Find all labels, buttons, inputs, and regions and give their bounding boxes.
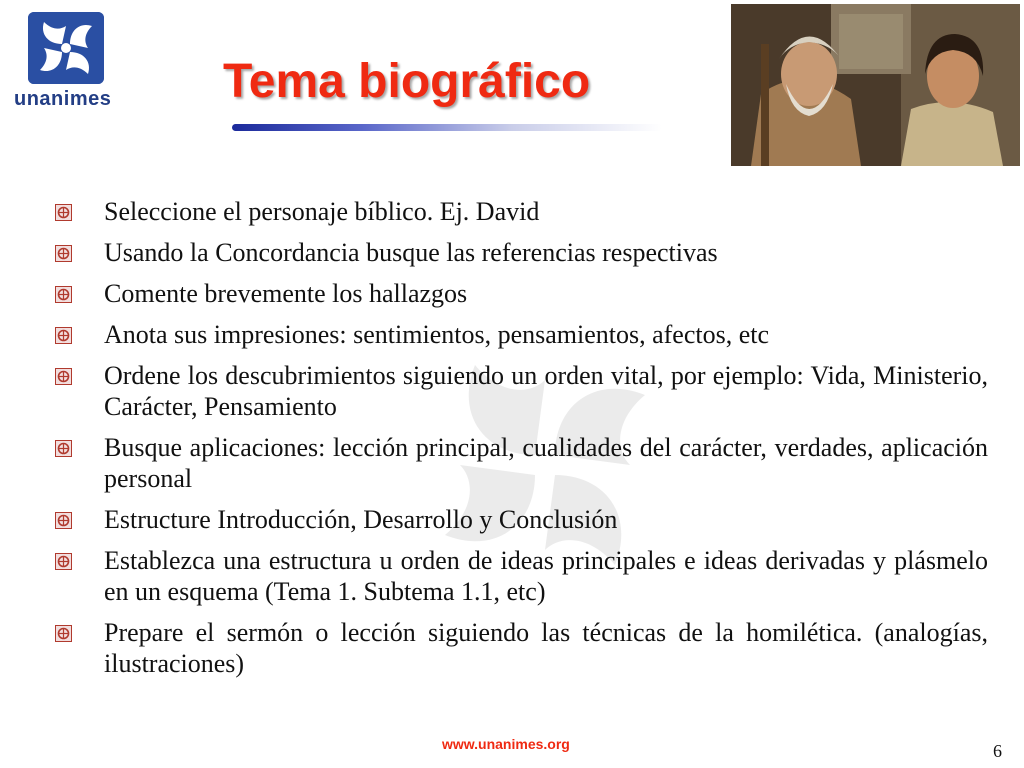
logo-wordmark: unanimes — [14, 88, 112, 110]
bullet-icon — [55, 368, 72, 385]
bullet-text: Busque aplicaciones: lección principal, cualidades del carácter, verdades, aplicación personal — [104, 433, 988, 493]
list-item — [52, 196, 988, 227]
title-underline — [232, 124, 662, 131]
list-item — [52, 278, 988, 309]
list-item — [52, 237, 988, 268]
list-item — [52, 545, 988, 607]
bullet-icon — [55, 204, 72, 221]
bullet-icon — [55, 327, 72, 344]
bullet-text: Ordene los descubrimientos siguiendo un orden vital, por ejemplo: Vida, Ministerio, Carácter, Pensamiento — [104, 361, 988, 421]
bullet-text: Estructure Introducción, Desarrollo y Conclusión — [104, 505, 618, 534]
bullet-icon — [55, 625, 72, 642]
bullet-text: Prepare el sermón o lección siguiendo las técnicas de la homilética. (analogías, ilustraciones) — [104, 618, 988, 678]
footer-website-link[interactable]: www.unanimes.org — [442, 736, 570, 752]
logo-swirl-icon — [28, 12, 104, 84]
bullet-text: Usando la Concordancia busque las referencias respectivas — [104, 238, 718, 267]
bullet-text: Anota sus impresiones: sentimientos, pensamientos, afectos, etc — [104, 320, 770, 349]
bullet-list — [52, 196, 988, 689]
photo-illustration-icon — [731, 4, 1020, 166]
bullet-text: Establezca una estructura u orden de ideas principales e ideas derivadas y plásmelo en un esquema (Tema 1. Subtema 1.1, etc) — [104, 546, 988, 606]
bullet-icon — [55, 286, 72, 303]
bullet-text: Comente brevemente los hallazgos — [104, 279, 468, 308]
list-item — [52, 432, 988, 494]
slide-title: Tema biográfico — [223, 55, 591, 108]
list-item — [52, 319, 988, 350]
list-item — [52, 617, 988, 679]
unanimes-logo-icon — [28, 12, 104, 84]
bullet-icon — [55, 512, 72, 529]
bullet-icon — [55, 245, 72, 262]
bullet-text: Seleccione el personaje bíblico. Ej. David — [104, 197, 540, 226]
biblical-figures-photo — [731, 4, 1020, 166]
bullet-icon — [55, 440, 72, 457]
list-item — [52, 504, 988, 535]
list-item — [52, 360, 988, 422]
bullet-icon — [55, 553, 72, 570]
slide-number: 6 — [993, 741, 1002, 761]
